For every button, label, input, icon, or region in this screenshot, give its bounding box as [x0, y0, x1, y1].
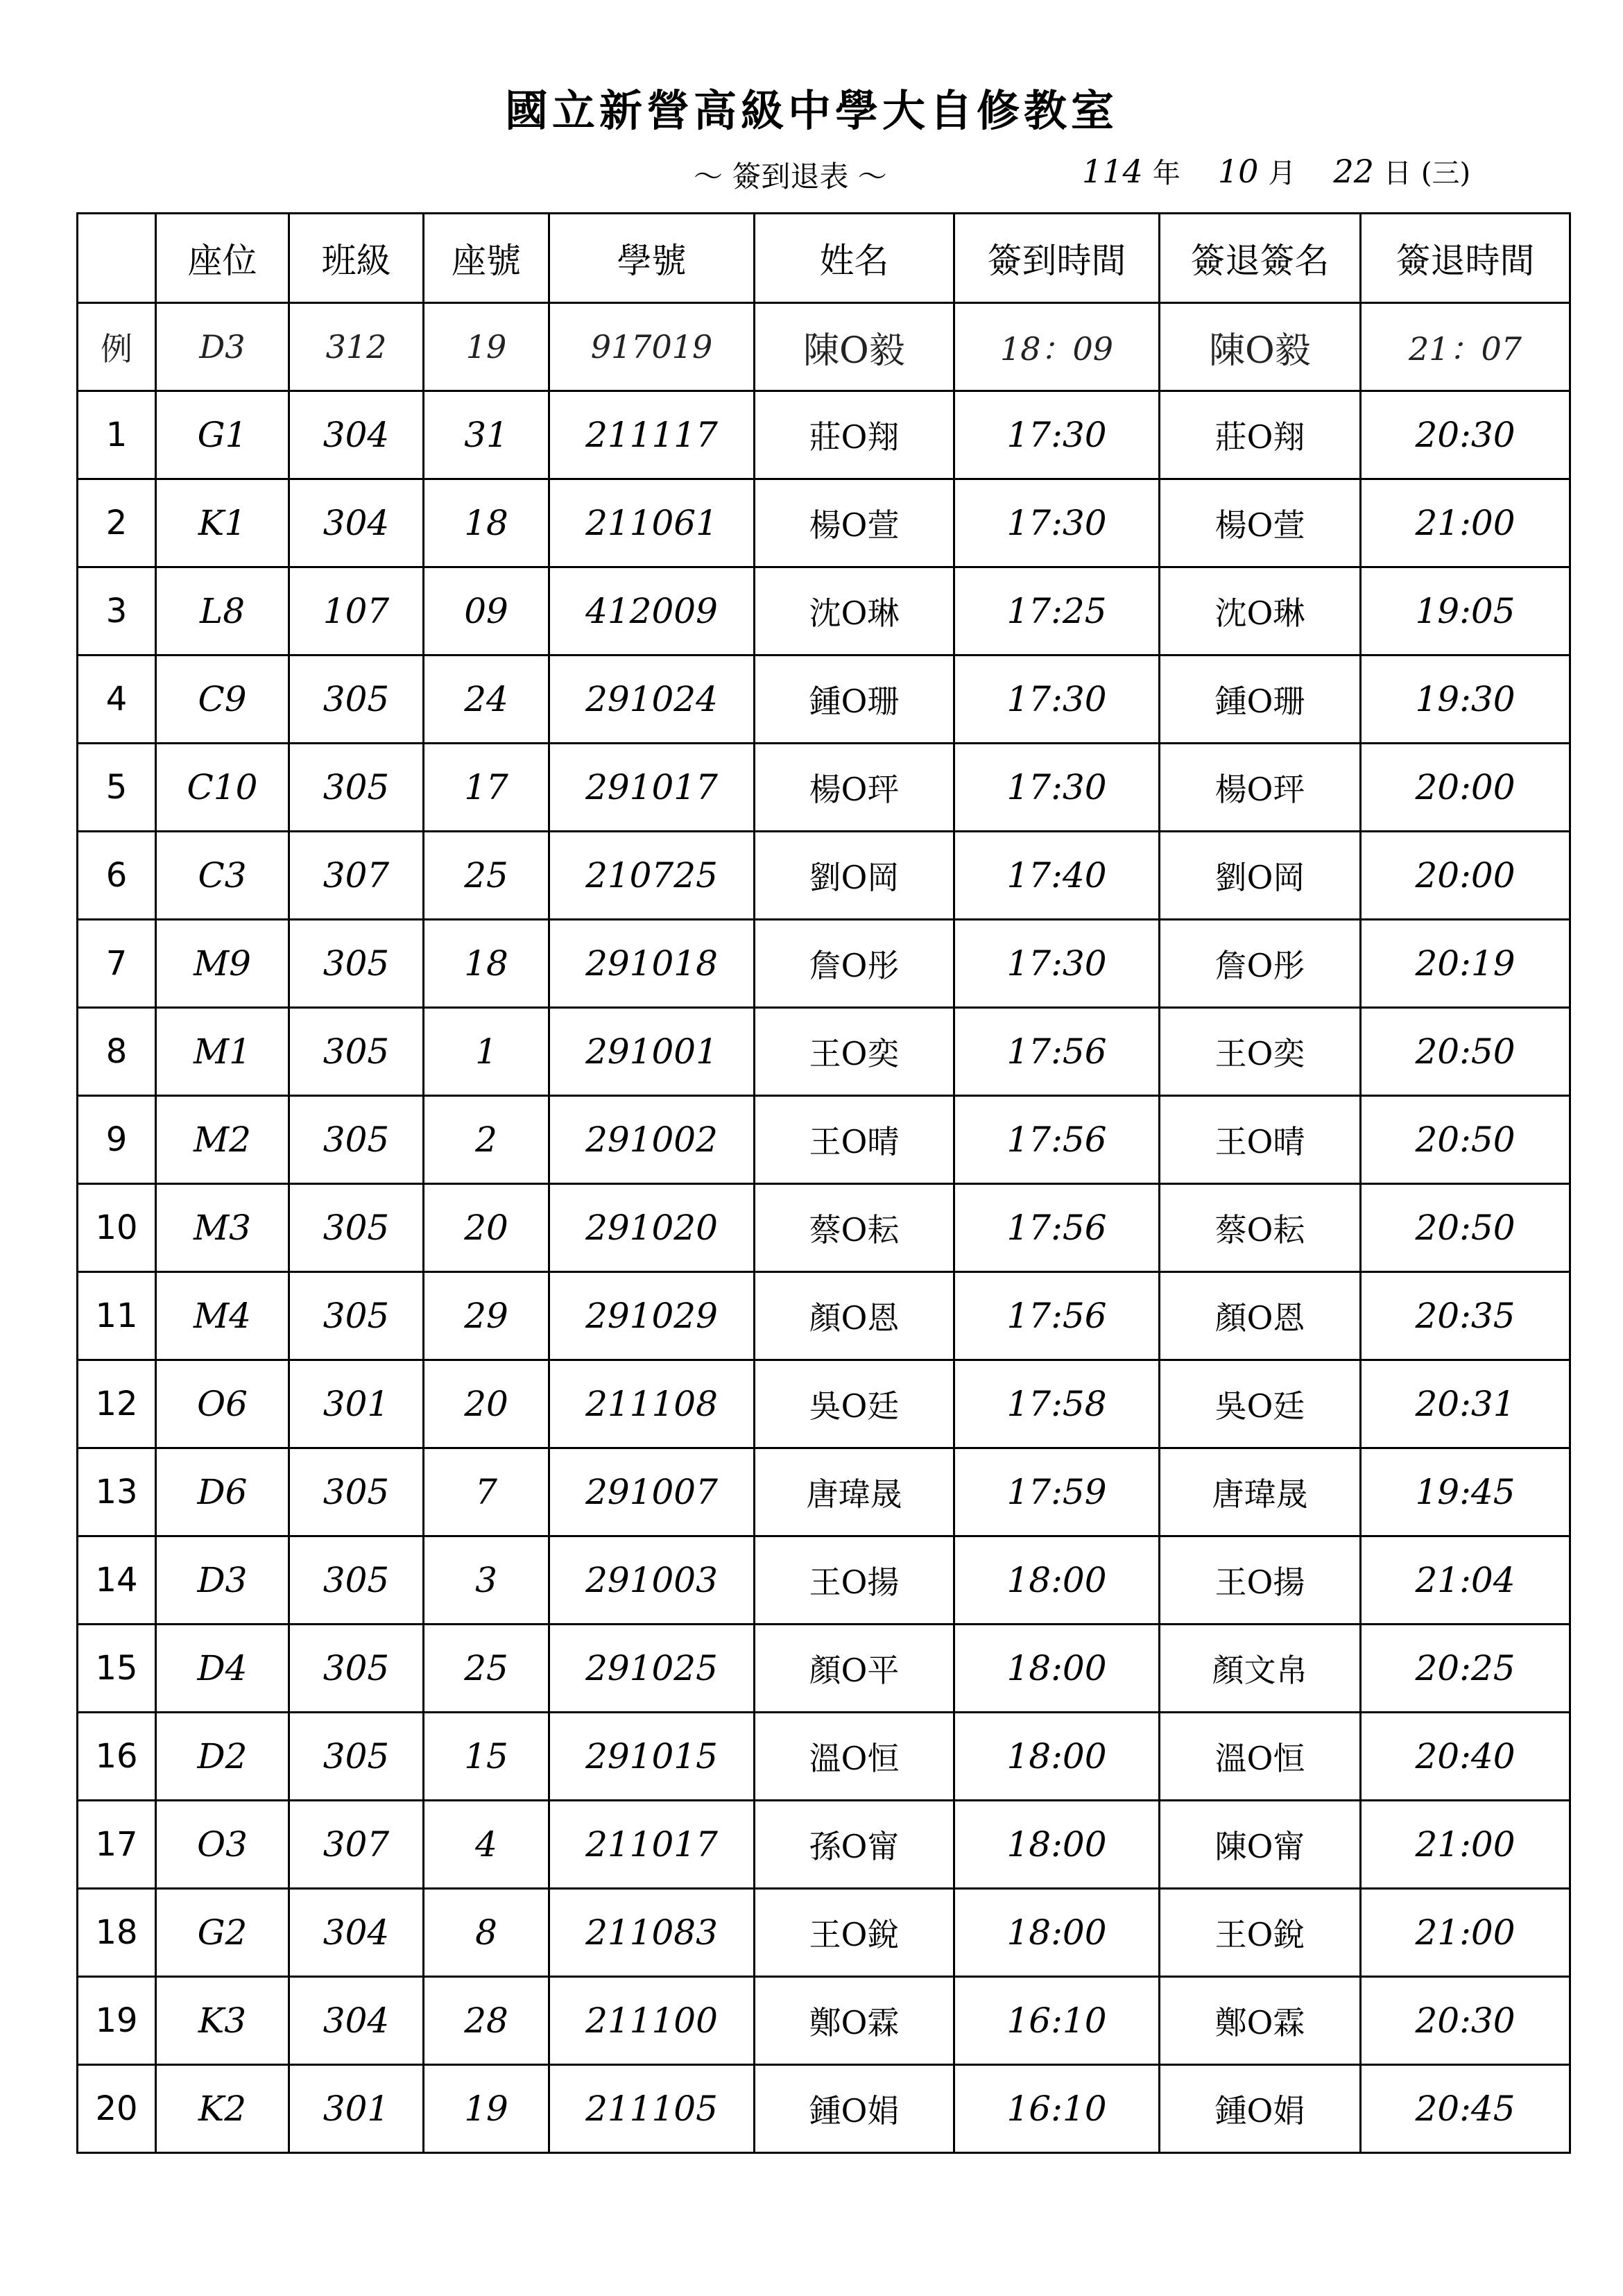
cell-sign-out-time: 21:04: [1361, 1536, 1570, 1625]
cell-seat-number: 2: [424, 1096, 549, 1184]
cell-seat-number: 09: [424, 567, 549, 656]
cell-class: 304: [289, 391, 424, 479]
cell-row-number: 例: [78, 303, 156, 391]
cell-sign-out-signature: 鍾O珊: [1160, 656, 1361, 744]
column-header-name: 姓名: [755, 214, 954, 303]
cell-name: 王O晴: [755, 1096, 954, 1184]
cell-seat: M9: [156, 920, 289, 1008]
date-year-label: 年: [1152, 157, 1180, 189]
cell-seat-number: 15: [424, 1713, 549, 1801]
cell-sign-out-signature: 蔡O耘: [1160, 1184, 1361, 1272]
column-header-seat-number: 座號: [424, 214, 549, 303]
cell-student-id: 291015: [549, 1713, 755, 1801]
cell-class: 305: [289, 920, 424, 1008]
cell-name: 顏O恩: [755, 1272, 954, 1360]
table-row: [78, 1801, 1570, 1889]
cell-class: 305: [289, 656, 424, 744]
table-row: [78, 1096, 1570, 1184]
table-row: [78, 479, 1570, 567]
cell-seat: M4: [156, 1272, 289, 1360]
date-weekday: (三): [1420, 157, 1471, 189]
cell-seat-number: 19: [424, 303, 549, 391]
cell-row-number: 1: [78, 391, 156, 479]
cell-seat-number: 19: [424, 2065, 549, 2153]
cell-row-number: 11: [78, 1272, 156, 1360]
cell-student-id: 211100: [549, 1977, 755, 2065]
cell-row-number: 6: [78, 832, 156, 920]
page-title: 國立新營高級中學大自修教室: [504, 85, 1118, 136]
cell-class: 304: [289, 1889, 424, 1977]
cell-class: 305: [289, 1713, 424, 1801]
example-row: [78, 303, 1570, 391]
column-header-sign-out-time: 簽退時間: [1361, 214, 1570, 303]
table-row: [78, 1536, 1570, 1625]
cell-name: 莊O翔: [755, 391, 954, 479]
cell-seat: C10: [156, 744, 289, 832]
cell-sign-in-time: 16:10: [954, 1977, 1160, 2065]
date-year: 114: [1082, 153, 1143, 190]
cell-name: 吳O廷: [755, 1360, 954, 1448]
cell-sign-out-signature: 莊O翔: [1160, 391, 1361, 479]
cell-sign-out-signature: 王O晴: [1160, 1096, 1361, 1184]
cell-class: 305: [289, 1536, 424, 1625]
cell-name: 顏O平: [755, 1625, 954, 1713]
cell-sign-in-time: 17:56: [954, 1008, 1160, 1096]
form-subtitle: ～ 簽到退表 ～: [694, 160, 887, 194]
cell-class: 301: [289, 2065, 424, 2153]
table-row: [78, 391, 1570, 479]
cell-row-number: 3: [78, 567, 156, 656]
cell-seat-number: 24: [424, 656, 549, 744]
table-row: [78, 656, 1570, 744]
cell-student-id: 291002: [549, 1096, 755, 1184]
cell-sign-out-signature: 王O奕: [1160, 1008, 1361, 1096]
date-month-label: 月: [1268, 157, 1296, 189]
cell-seat: D6: [156, 1448, 289, 1536]
cell-row-number: 20: [78, 2065, 156, 2153]
cell-seat: K1: [156, 479, 289, 567]
cell-student-id: 412009: [549, 567, 755, 656]
cell-sign-out-signature: 顏文帛: [1160, 1625, 1361, 1713]
cell-sign-out-time: 20:31: [1361, 1360, 1570, 1448]
cell-student-id: 211117: [549, 391, 755, 479]
cell-sign-out-time: 20:19: [1361, 920, 1570, 1008]
cell-sign-out-signature: 鄭O霖: [1160, 1977, 1361, 2065]
cell-sign-out-signature: 劉O岡: [1160, 832, 1361, 920]
cell-sign-in-time: 16:10: [954, 2065, 1160, 2153]
cell-sign-out-signature: 唐瑋晟: [1160, 1448, 1361, 1536]
cell-sign-out-signature: 陳O毅: [1160, 303, 1361, 391]
cell-student-id: 291007: [549, 1448, 755, 1536]
cell-row-number: 12: [78, 1360, 156, 1448]
cell-row-number: 5: [78, 744, 156, 832]
cell-seat-number: 18: [424, 920, 549, 1008]
cell-sign-out-time: 20:35: [1361, 1272, 1570, 1360]
cell-class: 305: [289, 1008, 424, 1096]
cell-name: 陳O毅: [755, 303, 954, 391]
cell-row-number: 13: [78, 1448, 156, 1536]
cell-student-id: 291001: [549, 1008, 755, 1096]
cell-sign-out-signature: 沈O琳: [1160, 567, 1361, 656]
table-row: [78, 1625, 1570, 1713]
cell-seat-number: 17: [424, 744, 549, 832]
cell-student-id: 211108: [549, 1360, 755, 1448]
cell-sign-out-time: 20:00: [1361, 744, 1570, 832]
cell-sign-out-time: 21:00: [1361, 1889, 1570, 1977]
cell-name: 楊O玶: [755, 744, 954, 832]
cell-student-id: 291025: [549, 1625, 755, 1713]
cell-seat-number: 25: [424, 832, 549, 920]
cell-class: 307: [289, 1801, 424, 1889]
cell-seat-number: 28: [424, 1977, 549, 2065]
cell-seat-number: 1: [424, 1008, 549, 1096]
cell-sign-out-signature: 王O銳: [1160, 1889, 1361, 1977]
cell-seat: K3: [156, 1977, 289, 2065]
cell-sign-in-time: 17:56: [954, 1272, 1160, 1360]
cell-seat: C3: [156, 832, 289, 920]
cell-seat-number: 20: [424, 1184, 549, 1272]
cell-name: 沈O琳: [755, 567, 954, 656]
cell-sign-out-signature: 楊O玶: [1160, 744, 1361, 832]
cell-sign-out-time: 20:00: [1361, 832, 1570, 920]
cell-name: 劉O岡: [755, 832, 954, 920]
cell-sign-in-time: 17:40: [954, 832, 1160, 920]
table-row: [78, 832, 1570, 920]
cell-row-number: 16: [78, 1713, 156, 1801]
cell-sign-out-time: 20:50: [1361, 1096, 1570, 1184]
cell-sign-out-signature: 鍾O娟: [1160, 2065, 1361, 2153]
cell-seat-number: 25: [424, 1625, 549, 1713]
cell-row-number: 4: [78, 656, 156, 744]
cell-student-id: 210725: [549, 832, 755, 920]
cell-sign-in-time: 18:00: [954, 1625, 1160, 1713]
cell-sign-in-time: 17:30: [954, 744, 1160, 832]
cell-class: 305: [289, 1272, 424, 1360]
cell-sign-out-time: 19:45: [1361, 1448, 1570, 1536]
cell-student-id: 291003: [549, 1536, 755, 1625]
cell-sign-out-signature: 王O揚: [1160, 1536, 1361, 1625]
cell-name: 鍾O娟: [755, 2065, 954, 2153]
cell-seat: G1: [156, 391, 289, 479]
cell-sign-in-time: 17:30: [954, 920, 1160, 1008]
cell-row-number: 7: [78, 920, 156, 1008]
cell-class: 107: [289, 567, 424, 656]
cell-name: 鄭O霖: [755, 1977, 954, 2065]
cell-sign-in-time: 18:00: [954, 1889, 1160, 1977]
cell-student-id: 291024: [549, 656, 755, 744]
cell-class: 305: [289, 1625, 424, 1713]
table-row: [78, 1360, 1570, 1448]
cell-student-id: 211083: [549, 1889, 755, 1977]
table-row: [78, 567, 1570, 656]
cell-sign-in-time: 17:30: [954, 656, 1160, 744]
cell-sign-out-time: 20:30: [1361, 1977, 1570, 2065]
cell-class: 304: [289, 1977, 424, 2065]
form-date: [1082, 151, 1470, 191]
cell-sign-out-signature: 楊O萱: [1160, 479, 1361, 567]
cell-name: 王O揚: [755, 1536, 954, 1625]
cell-seat-number: 29: [424, 1272, 549, 1360]
table-row: [78, 1889, 1570, 1977]
cell-student-id: 211105: [549, 2065, 755, 2153]
date-day-label: 日: [1383, 157, 1411, 189]
cell-seat: D2: [156, 1713, 289, 1801]
cell-name: 孫O甯: [755, 1801, 954, 1889]
sign-in-out-table: [76, 212, 1571, 2154]
cell-class: 305: [289, 1184, 424, 1272]
cell-seat: L8: [156, 567, 289, 656]
cell-class: 305: [289, 1096, 424, 1184]
cell-seat: G2: [156, 1889, 289, 1977]
cell-sign-out-time: 20:25: [1361, 1625, 1570, 1713]
date-day: 22: [1333, 153, 1374, 190]
cell-row-number: 8: [78, 1008, 156, 1096]
cell-sign-out-signature: 顏O恩: [1160, 1272, 1361, 1360]
cell-sign-out-time: 19:30: [1361, 656, 1570, 744]
cell-sign-out-signature: 詹O彤: [1160, 920, 1361, 1008]
cell-name: 王O銳: [755, 1889, 954, 1977]
cell-sign-out-signature: 陳O甯: [1160, 1801, 1361, 1889]
cell-row-number: 18: [78, 1889, 156, 1977]
cell-row-number: 19: [78, 1977, 156, 2065]
cell-sign-out-time: 21:00: [1361, 479, 1570, 567]
cell-sign-out-signature: 吳O廷: [1160, 1360, 1361, 1448]
cell-sign-out-time: 21:00: [1361, 1801, 1570, 1889]
table-row: [78, 1448, 1570, 1536]
cell-class: 305: [289, 744, 424, 832]
cell-sign-in-time: 18:00: [954, 1536, 1160, 1625]
cell-sign-in-time: 17:30: [954, 479, 1160, 567]
column-header-student-id: 學號: [549, 214, 755, 303]
cell-name: 溫O恒: [755, 1713, 954, 1801]
cell-student-id: 291020: [549, 1184, 755, 1272]
cell-seat: D4: [156, 1625, 289, 1713]
column-header-sign-out-signature: 簽退簽名: [1160, 214, 1361, 303]
cell-class: 301: [289, 1360, 424, 1448]
cell-sign-in-time: 17:59: [954, 1448, 1160, 1536]
cell-row-number: 2: [78, 479, 156, 567]
cell-class: 312: [289, 303, 424, 391]
cell-seat: D3: [156, 1536, 289, 1625]
cell-seat: C9: [156, 656, 289, 744]
table-row: [78, 1977, 1570, 2065]
table-header-row: [78, 214, 1570, 303]
cell-row-number: 14: [78, 1536, 156, 1625]
table-row: [78, 1008, 1570, 1096]
cell-sign-out-time: 20:40: [1361, 1713, 1570, 1801]
cell-sign-out-time: 20:50: [1361, 1008, 1570, 1096]
cell-sign-in-time: 17:58: [954, 1360, 1160, 1448]
cell-seat-number: 8: [424, 1889, 549, 1977]
cell-class: 307: [289, 832, 424, 920]
cell-sign-in-time: 17:30: [954, 391, 1160, 479]
cell-seat: M1: [156, 1008, 289, 1096]
table-row: [78, 1713, 1570, 1801]
cell-seat-number: 20: [424, 1360, 549, 1448]
cell-name: 詹O彤: [755, 920, 954, 1008]
cell-student-id: 917019: [549, 303, 755, 391]
cell-sign-out-time: 20:45: [1361, 2065, 1570, 2153]
cell-seat-number: 18: [424, 479, 549, 567]
date-month: 10: [1217, 153, 1259, 190]
cell-sign-out-signature: 溫O恒: [1160, 1713, 1361, 1801]
cell-seat: D3: [156, 303, 289, 391]
cell-seat-number: 3: [424, 1536, 549, 1625]
cell-seat-number: 4: [424, 1801, 549, 1889]
cell-sign-out-time: 21：07: [1361, 303, 1570, 391]
cell-sign-in-time: 17:56: [954, 1096, 1160, 1184]
column-header-seat: 座位: [156, 214, 289, 303]
cell-seat: K2: [156, 2065, 289, 2153]
cell-sign-out-time: 19:05: [1361, 567, 1570, 656]
cell-seat: M3: [156, 1184, 289, 1272]
cell-sign-out-time: 20:30: [1361, 391, 1570, 479]
cell-row-number: 9: [78, 1096, 156, 1184]
table-row: [78, 1184, 1570, 1272]
column-header-class: 班級: [289, 214, 424, 303]
table-row: [78, 744, 1570, 832]
cell-class: 305: [289, 1448, 424, 1536]
table-row: [78, 2065, 1570, 2153]
cell-name: 鍾O珊: [755, 656, 954, 744]
cell-name: 唐瑋晟: [755, 1448, 954, 1536]
column-header-row-number: [78, 214, 156, 303]
cell-sign-in-time: 18：09: [954, 303, 1160, 391]
cell-student-id: 291018: [549, 920, 755, 1008]
cell-seat: O6: [156, 1360, 289, 1448]
cell-seat: O3: [156, 1801, 289, 1889]
cell-sign-out-time: 20:50: [1361, 1184, 1570, 1272]
table-row: [78, 1272, 1570, 1360]
cell-sign-in-time: 17:25: [954, 567, 1160, 656]
cell-name: 楊O萱: [755, 479, 954, 567]
cell-seat-number: 31: [424, 391, 549, 479]
cell-seat: M2: [156, 1096, 289, 1184]
cell-class: 304: [289, 479, 424, 567]
cell-row-number: 10: [78, 1184, 156, 1272]
cell-student-id: 211017: [549, 1801, 755, 1889]
cell-sign-in-time: 18:00: [954, 1801, 1160, 1889]
cell-row-number: 17: [78, 1801, 156, 1889]
cell-row-number: 15: [78, 1625, 156, 1713]
column-header-sign-in-time: 簽到時間: [954, 214, 1160, 303]
cell-seat-number: 7: [424, 1448, 549, 1536]
cell-sign-in-time: 18:00: [954, 1713, 1160, 1801]
cell-name: 蔡O耘: [755, 1184, 954, 1272]
cell-student-id: 211061: [549, 479, 755, 567]
cell-student-id: 291029: [549, 1272, 755, 1360]
cell-student-id: 291017: [549, 744, 755, 832]
table-row: [78, 920, 1570, 1008]
cell-name: 王O奕: [755, 1008, 954, 1096]
cell-sign-in-time: 17:56: [954, 1184, 1160, 1272]
